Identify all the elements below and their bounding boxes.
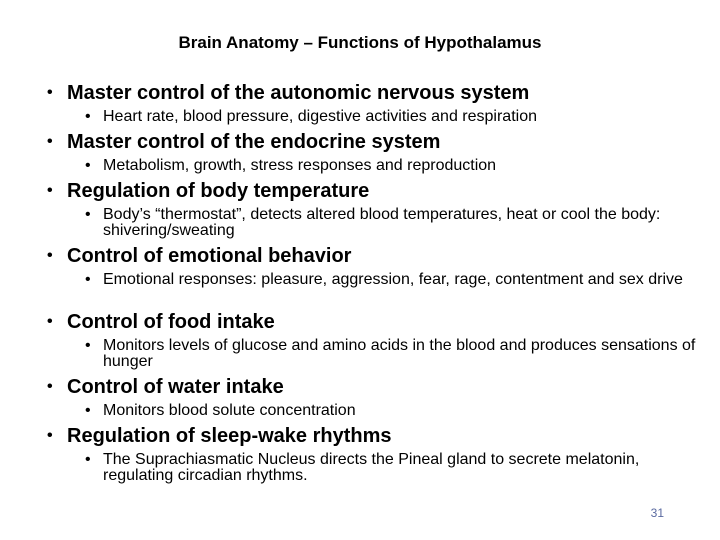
bullet-item-emotional xyxy=(47,245,707,288)
slide-title: Brain Anatomy – Functions of Hypothalamus xyxy=(178,33,542,52)
bullet-heading: Regulation of body temperature xyxy=(67,180,370,202)
bullet-item-endocrine xyxy=(47,131,707,174)
sub-bullet-text: The Suprachiasmatic Nucleus directs the Pineal gland to secrete melatonin, regulating circadian rhythms. xyxy=(103,451,640,484)
sub-bullet-dot-icon: • xyxy=(85,108,91,125)
bullet-heading-row xyxy=(47,180,707,202)
bullet-heading: Control of emotional behavior xyxy=(67,245,352,267)
bullet-heading: Regulation of sleep-wake rhythms xyxy=(67,425,392,447)
sub-bullet-text: Emotional responses: pleasure, aggression, fear, rage, contentment and sex drive xyxy=(103,271,683,288)
sub-bullet-text: Heart rate, blood pressure, digestive activities and respiration xyxy=(103,108,537,125)
bullet-dot-icon: • xyxy=(47,182,53,199)
sub-bullet-dot-icon: • xyxy=(85,337,91,354)
page-number: 31 xyxy=(650,506,664,520)
bullet-dot-icon: • xyxy=(47,247,53,264)
sub-bullet-text: Body’s “thermostat”, detects altered blood temperatures, heat or cool the body: shivering/sweating xyxy=(103,206,661,239)
bullet-heading-row xyxy=(47,245,707,267)
sub-bullet-row xyxy=(85,338,707,370)
bullet-heading-row xyxy=(47,82,707,104)
bullet-item-water-intake xyxy=(47,376,707,419)
bullet-heading: Control of food intake xyxy=(67,311,275,333)
bullet-heading-row xyxy=(47,311,707,333)
bullet-dot-icon: • xyxy=(47,378,53,395)
bullet-item-food-intake xyxy=(47,311,707,370)
sub-bullet-dot-icon: • xyxy=(85,271,91,288)
bullet-item-autonomic xyxy=(47,82,707,125)
sub-bullet-dot-icon: • xyxy=(85,157,91,174)
sub-bullet-row xyxy=(85,207,707,239)
sub-bullet-text: Monitors levels of glucose and amino acids in the blood and produces sensations of hunger xyxy=(103,337,696,370)
sub-bullet-dot-icon: • xyxy=(85,206,91,223)
bullet-heading-row xyxy=(47,376,707,398)
bullet-heading: Control of water intake xyxy=(67,376,284,398)
sub-bullet-text: Monitors blood solute concentration xyxy=(103,402,356,419)
sub-bullet-text: Metabolism, growth, stress responses and reproduction xyxy=(103,157,497,174)
bullet-heading-row xyxy=(47,425,707,447)
bullet-dot-icon: • xyxy=(47,427,53,444)
bullet-dot-icon: • xyxy=(47,133,53,150)
sub-bullet-row xyxy=(85,272,707,288)
bullet-heading-row xyxy=(47,131,707,153)
bullet-heading: Master control of the autonomic nervous system xyxy=(67,82,530,104)
bullet-heading: Master control of the endocrine system xyxy=(67,131,441,153)
bullet-item-temperature xyxy=(47,180,707,239)
bullet-dot-icon: • xyxy=(47,84,53,101)
sub-bullet-dot-icon: • xyxy=(85,402,91,419)
bullet-dot-icon: • xyxy=(47,313,53,330)
sub-bullet-dot-icon: • xyxy=(85,451,91,468)
sub-bullet-row xyxy=(85,109,707,125)
bullet-item-sleep-wake xyxy=(47,425,707,484)
sub-bullet-row xyxy=(85,158,707,174)
sub-bullet-row xyxy=(85,452,707,484)
sub-bullet-row xyxy=(85,403,707,419)
